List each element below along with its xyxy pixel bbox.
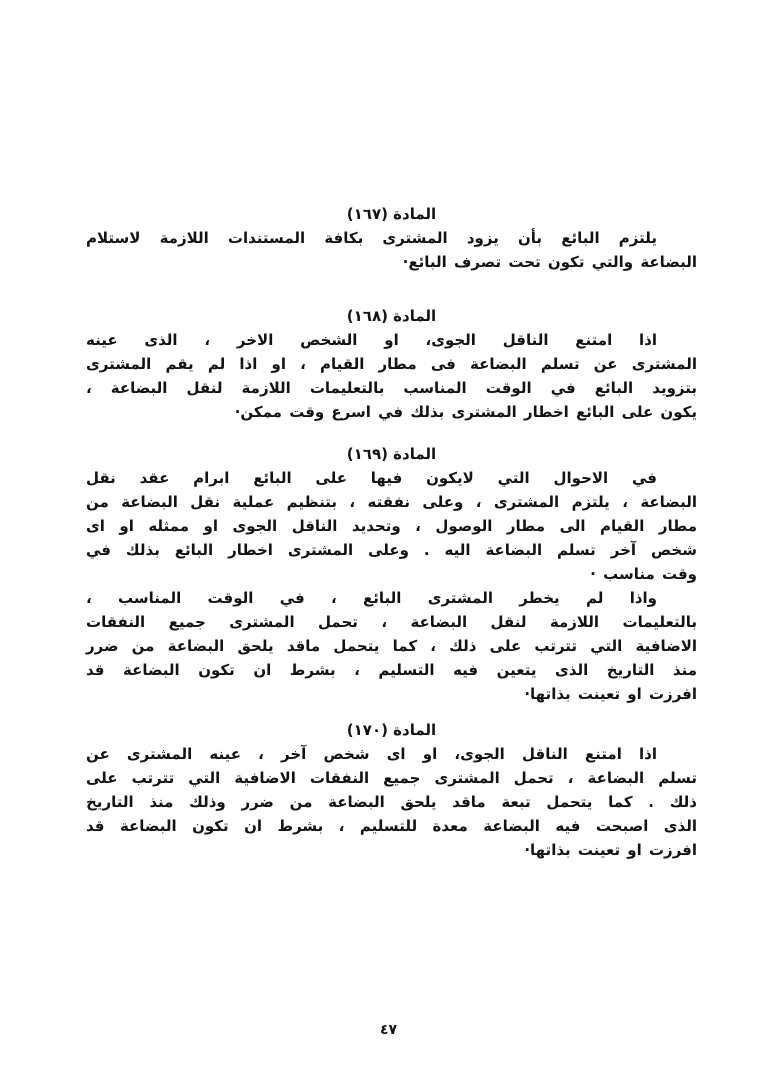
text-line: بالتعليمات اللازمة لنقل البضاعة ، تحمل المشترى جميع النفقات [86, 613, 697, 631]
text-line: اذا امتنع الناقل الجوى، او الشخص الاخر ، الذى عينه [86, 331, 657, 349]
article-169-heading: المادة (١٦٩) [346, 445, 437, 463]
text-line: تسلم البضاعة ، تحمل المشترى جميع النفقات الاضافية التي تترتب على [86, 769, 697, 787]
text-line: ذلك . كما يتحمل تبعة ماقد يلحق البضاعة من ضرر وذلك منذ التاريخ [86, 793, 697, 811]
article-169 [86, 442, 697, 706]
text-line: المشترى عن تسلم البضاعة فى مطار القيام ، او اذا لم يقم المشترى [86, 355, 697, 373]
text-line: مطار القيام الى مطار الوصول ، وتحديد الناقل الجوى او ممثله او اى [86, 517, 697, 535]
text-line: شخص آخر تسلم البضاعة اليه . وعلى المشترى اخطار البائع بذلك في [86, 541, 697, 559]
text-line: البضاعة والتي تكون تحت تصرف البائع· [402, 253, 697, 271]
article-167-heading: المادة (١٦٧) [346, 205, 437, 223]
text-line: منذ التاريخ الذى يتعين فيه التسليم ، بشرط ان تكون البضاعة قد [86, 661, 697, 679]
article-170 [86, 718, 697, 862]
text-line: الاضافية التي تترتب على ذلك ، كما يتحمل ماقد يلحق البضاعة من ضرر [86, 637, 697, 655]
page-number: ٤٧ [379, 1022, 398, 1038]
text-line: الذى اصبحت فيه البضاعة معدة للتسليم ، بشرط ان تكون البضاعة قد [86, 817, 697, 835]
document-body [86, 202, 697, 862]
text-line: افرزت او تعينت بذاتها· [524, 841, 697, 859]
article-168 [86, 304, 697, 424]
article-170-heading: المادة (١٧٠) [346, 721, 437, 739]
article-168-heading: المادة (١٦٨) [346, 307, 437, 325]
article-167 [86, 202, 697, 274]
text-line: يلتزم البائع بأن يزود المشترى بكافة المستندات اللازمة لاستلام [86, 229, 657, 247]
text-line: افرزت او تعينت بذاتها· [524, 685, 697, 703]
text-line: في الاحوال التي لايكون فيها على البائع ابرام عقد نقل [86, 469, 657, 487]
text-line: يكون على البائع اخطار المشترى بذلك في اسرع وقت ممكن· [234, 403, 697, 421]
text-line: بتزويد البائع في الوقت المناسب بالتعليمات اللازمة لنقل البضاعة ، [86, 379, 697, 397]
text-line: واذا لم يخطر المشترى البائع ، في الوقت المناسب ، [86, 589, 657, 607]
text-line: البضاعة ، يلتزم المشترى ، وعلى نفقته ، بتنظيم عملية نقل البضاعة من [86, 493, 697, 511]
text-line: وقت مناسب · [590, 565, 697, 583]
text-line: اذا امتنع الناقل الجوى، او اى شخص آخر ، عينه المشترى عن [86, 745, 657, 763]
